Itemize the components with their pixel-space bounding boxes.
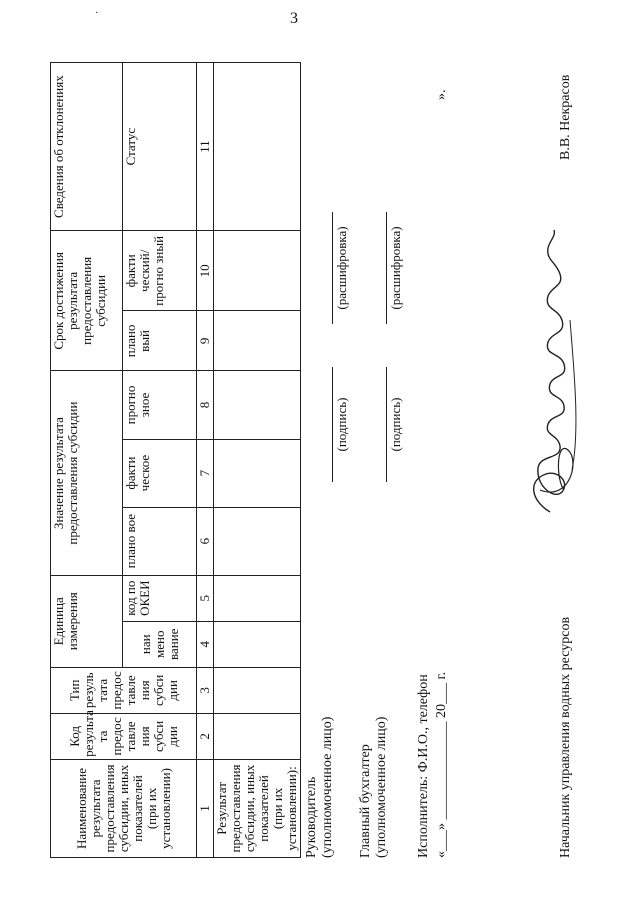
- table-cell: [214, 231, 301, 311]
- header-unit-name: наи мено вание: [123, 621, 197, 667]
- column-number: 11: [197, 63, 214, 231]
- column-number: 1: [197, 759, 214, 857]
- column-number: 10: [197, 231, 214, 311]
- table-cell: [214, 439, 301, 507]
- column-number: 6: [197, 507, 214, 575]
- corner-mark: ·: [95, 8, 99, 19]
- column-number: 4: [197, 621, 214, 667]
- header-value: Значение результата предоставления субсидии: [51, 371, 123, 575]
- column-number: 2: [197, 713, 214, 759]
- table-cell: [214, 667, 301, 713]
- table-cell: [214, 311, 301, 371]
- header-result-type: Тип резуль тата предос тавле ния субси дии: [51, 667, 197, 713]
- table-cell: [214, 63, 301, 231]
- date-close: ».: [434, 89, 449, 100]
- column-number: 3: [197, 667, 214, 713]
- head-signature-caption: (подпись): [334, 397, 349, 452]
- header-deviation: Сведения об отклонениях: [51, 63, 123, 231]
- data-row-label: Результат предоставления субсидии, иных показателей (при их установлении):: [214, 759, 301, 857]
- header-deadline-plan: плано вый: [123, 311, 197, 371]
- table-cell: [214, 713, 301, 759]
- header-result-name: Наименование результата предоставления субсидии, иных показателей (при их установлении): [51, 759, 197, 857]
- handwritten-signature: [510, 220, 590, 520]
- header-deadline-fact: факти ческий/ прогно зный: [123, 231, 197, 311]
- date-line: «___» ______________ 20___ г.: [434, 671, 449, 858]
- accountant-decode-line: [386, 212, 387, 324]
- head-label: Руководитель: [304, 776, 319, 858]
- header-value-forecast: прогно зное: [123, 371, 197, 439]
- header-result-code: Код результа та предос тавле ния субси дии: [51, 713, 197, 759]
- accountant-label: Главный бухгалтер: [358, 744, 373, 858]
- accountant-sublabel: (уполномоченное лицо): [374, 716, 389, 858]
- column-number: 7: [197, 439, 214, 507]
- table-row: [214, 63, 301, 858]
- header-unit-okei: код по ОКЕИ: [123, 575, 197, 621]
- head-decode-caption: (расшифровка): [334, 226, 349, 310]
- column-number: 9: [197, 311, 214, 371]
- head-decode-line: [332, 212, 333, 324]
- table-cell: [214, 371, 301, 439]
- header-value-fact: факти ческое: [123, 439, 197, 507]
- head-signature-line: [332, 367, 333, 482]
- accountant-signature-line: [386, 367, 387, 482]
- head-sublabel: (уполномоченное лицо): [320, 716, 335, 858]
- accountant-signature-caption: (подпись): [388, 397, 403, 452]
- official-title: Начальник управления водных ресурсов: [558, 616, 573, 858]
- rotated-form: [40, 20, 600, 860]
- header-deadline: Срок достижения результата предоставления субсидии: [51, 231, 123, 371]
- page-number: 3: [290, 10, 298, 27]
- header-unit: Единица измерения: [51, 575, 123, 667]
- table-cell: [214, 621, 301, 667]
- table-row-numbers: [197, 63, 214, 858]
- header-deviation-status: Статус: [123, 63, 197, 231]
- header-value-plan: плано вое: [123, 507, 197, 575]
- report-table: [50, 62, 301, 858]
- executor-label: Исполнитель: Ф.И.О., телефон: [416, 674, 431, 858]
- table-cell: [214, 507, 301, 575]
- column-number: 5: [197, 575, 214, 621]
- column-number: 8: [197, 371, 214, 439]
- official-name: В.В. Некрасов: [558, 74, 573, 160]
- table-cell: [214, 575, 301, 621]
- accountant-decode-caption: (расшифровка): [388, 226, 403, 310]
